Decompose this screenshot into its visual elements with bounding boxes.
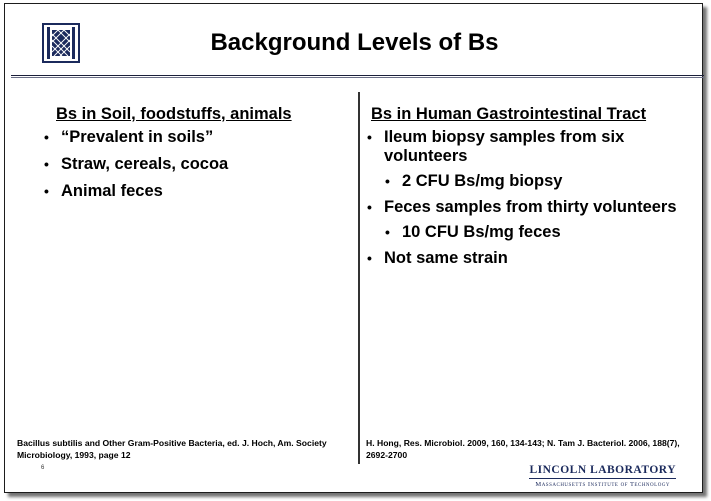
sub-list-item: • 2 CFU Bs/mg biopsy (385, 172, 563, 190)
left-reference: Bacillus subtilis and Other Gram-Positive Bacteria, ed. J. Hoch, Am. Society Microbiology, 1993, page 12 (17, 438, 327, 460)
slide-title: Background Levels of Bs (210, 29, 499, 56)
left-bullet-list (43, 128, 348, 209)
title-rule (11, 75, 704, 76)
right-column-heading: Bs in Human Gastrointestinal Tract (371, 105, 647, 123)
bullet-dot-icon: • (367, 250, 372, 266)
bullet-dot-icon: • (44, 129, 49, 145)
right-bullet-list (366, 128, 696, 275)
list-item: • Animal feces (44, 182, 163, 200)
bullet-dot-icon: • (44, 183, 49, 199)
lab-rule (529, 478, 676, 479)
list-item: • Ileum biopsy samples from six volunteers (367, 128, 625, 165)
column-divider (358, 92, 360, 464)
list-item: • Feces samples from thirty volunteers (367, 198, 677, 216)
right-reference: H. Hong, Res. Microbiol. 2009, 160, 134-143; N. Tam J. Bacteriol. 2006, 188(7), 2692-2700 (366, 438, 680, 460)
lab-name: LINCOLN LABORATORY (529, 464, 676, 476)
bullet-dot-icon: • (367, 129, 372, 145)
list-item: • Straw, cereals, cocoa (44, 155, 229, 173)
bullet-dot-icon: • (44, 156, 49, 172)
page-number: 6 (41, 465, 45, 471)
slide (4, 3, 703, 493)
bullet-dot-icon: • (385, 224, 390, 240)
lincoln-laboratory-wordmark (529, 464, 676, 489)
list-item: • Not same strain (367, 249, 508, 267)
list-item: • “Prevalent in soils” (44, 128, 214, 146)
bullet-dot-icon: • (385, 173, 390, 189)
title-rule-secondary (11, 77, 704, 78)
left-column-heading: Bs in Soil, foodstuffs, animals (56, 105, 292, 123)
sub-list-item: • 10 CFU Bs/mg feces (385, 223, 561, 241)
lab-subtitle: Massachusetts Institute of Technology (535, 481, 671, 488)
bullet-dot-icon: • (367, 199, 372, 215)
